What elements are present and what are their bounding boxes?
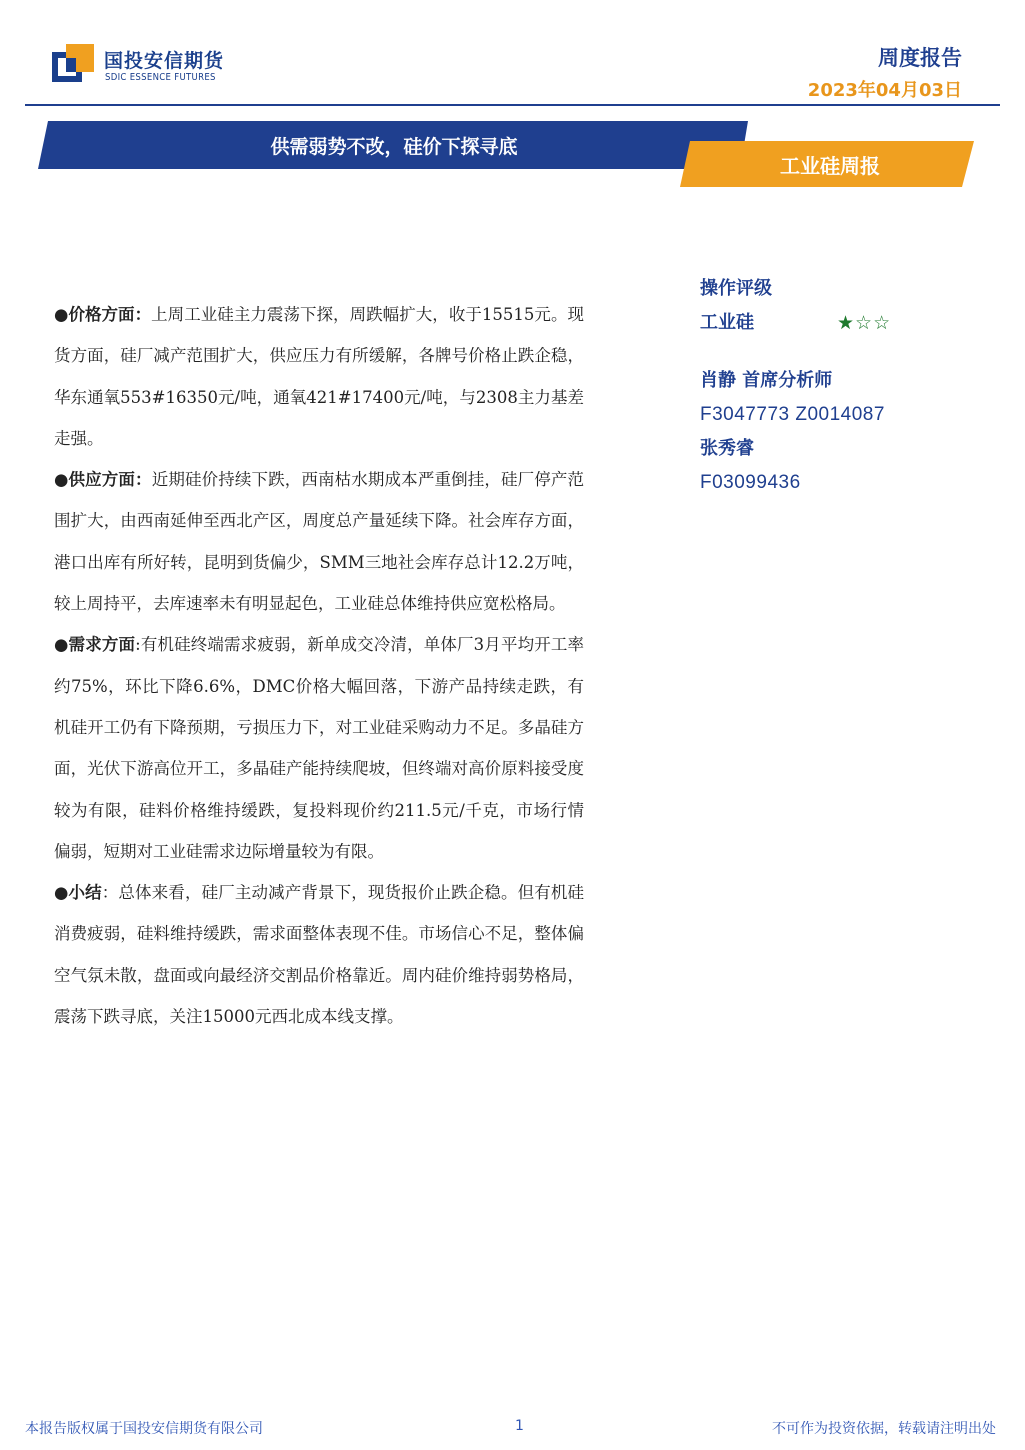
star-rating-icon: ★☆☆ xyxy=(837,312,892,334)
report-category-tag: 工业硅周报 xyxy=(780,153,880,178)
bullet-icon: ● xyxy=(54,470,69,490)
rating-product: 工业硅 xyxy=(700,312,754,333)
report-type: 周度报告 xyxy=(878,46,962,70)
bullet-icon: ● xyxy=(54,883,69,903)
logo-text-cn: 国投安信期货 xyxy=(104,50,225,72)
analyst-name-2: 张秀睿 xyxy=(700,438,754,459)
report-headline: 供需弱势不改，硅价下探寻底 xyxy=(270,135,518,158)
sidebar xyxy=(700,272,960,500)
section-text: ：总体来看，硅厂主动减产背景下，现货报价止跌企稳。但有机硅消费疲弱，硅料维持缓跌，需求面整体表现不佳。市场信心不足，整体偏空气氛未散，盘面或向最经济交割品价格靠近。周内硅价维持弱势格局，震荡下跌寻底，关注15000元西北成本线支撑。 xyxy=(54,883,584,1027)
company-logo xyxy=(52,40,252,88)
report-date: 2023年04月03日 xyxy=(807,80,962,101)
analyst-name-1: 肖静 首席分析师 xyxy=(700,370,833,391)
page-number: 1 xyxy=(515,1418,524,1434)
header-divider xyxy=(25,104,1000,106)
bullet-icon: ● xyxy=(54,635,69,655)
analyst-license-2: F03099436 xyxy=(700,472,801,493)
section-text: 上周工业硅主力震荡下探，周跌幅扩大，收于15515元。现货方面，硅厂减产范围扩大，供应压力有所缓解，各牌号价格止跌企稳，华东通氧553#16350元/吨，通氧421#17400元/吨，与2308主力基差走强。 xyxy=(54,305,584,448)
section-supply xyxy=(54,459,584,624)
section-text: :有机硅终端需求疲弱，新单成交冷清，单体厂3月平均开工率约75%，环比下降6.6%，DMC价格大幅回落，下游产品持续走跌，有机硅开工仍有下降预期，亏损压力下，对工业硅采购动力不足。多晶硅方面，光伏下游高位开工，多晶硅产能持续爬坡，但终端对高价原料接受度较为有限，硅料价格维持缓跌，复投料现价约211.5元/千克，市场行情偏弱，短期对工业硅需求边际增量较为有限。 xyxy=(54,635,585,861)
rating-title: 操作评级 xyxy=(700,278,772,299)
section-heading: 供应方面： xyxy=(68,470,152,490)
section-price xyxy=(54,294,584,459)
section-heading: 需求方面 xyxy=(68,635,136,655)
report-body xyxy=(54,294,584,1037)
section-summary xyxy=(54,872,584,1037)
page-footer xyxy=(25,1418,1000,1438)
section-demand xyxy=(54,624,584,872)
section-text: 近期硅价持续下跌，西南枯水期成本严重倒挂，硅厂停产范围扩大，由西南延伸至西北产区，周度总产量延续下降。社会库存方面，港口出库有所好转，昆明到货偏少，SMM三地社会库存总计12.2万吨，较上周持平，去库速率未有明显起色，工业硅总体维持供应宽松格局。 xyxy=(54,470,585,614)
footer-copyright: 本报告版权属于国投安信期货有限公司 xyxy=(25,1421,263,1437)
logo-mark-icon xyxy=(52,42,96,84)
analyst-license-1: F3047773 Z0014087 xyxy=(700,404,885,425)
section-heading: 价格方面： xyxy=(68,305,152,324)
rating-row xyxy=(700,306,960,340)
logo-text-en: SDIC ESSENCE FUTURES xyxy=(105,72,216,83)
footer-disclaimer: 不可作为投资依据，转载请注明出处 xyxy=(772,1421,996,1437)
bullet-icon: ● xyxy=(54,305,69,324)
section-heading: 小结 xyxy=(68,883,102,903)
